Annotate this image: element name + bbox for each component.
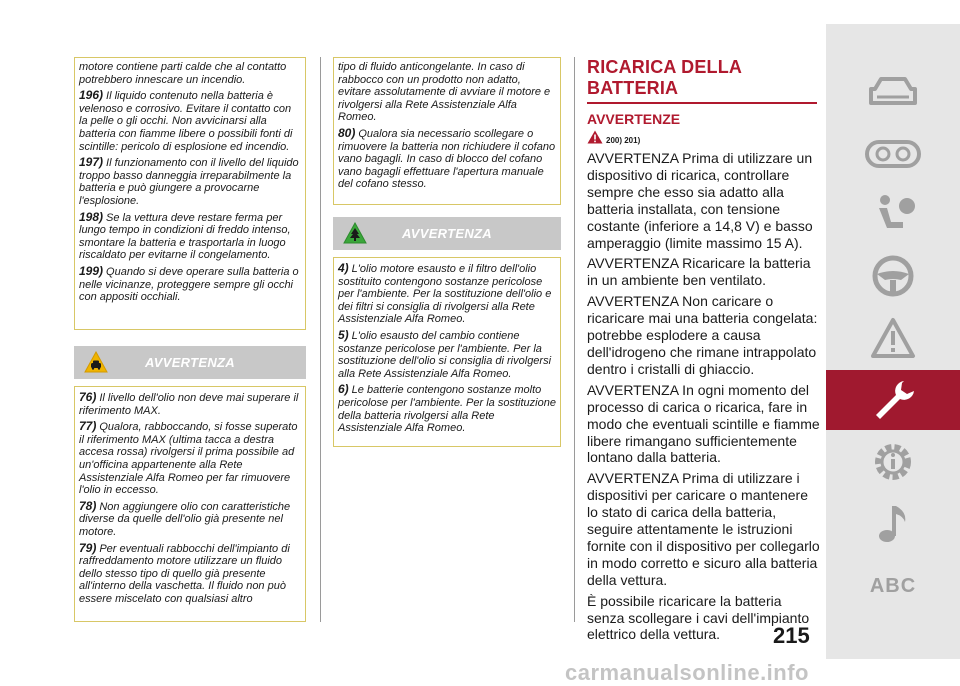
note-text: Il livello dell'olio non deve mai superare il riferimento MAX. — [79, 392, 299, 417]
note-text: Qualora sia necessario scollegare o rimuovere la batteria non richiudere il cofano vano bagagli. In caso di blocco del cofano vano bagagli effettuare l'apertura manuale del cofano stesso. — [338, 127, 556, 191]
note-number: 77) — [79, 419, 97, 434]
warning-triangle-icon — [587, 130, 603, 144]
warning-title: AVVERTENZA — [145, 355, 235, 370]
page-number: 215 — [773, 623, 810, 648]
warning-references — [587, 128, 821, 150]
gear-info-icon[interactable] — [826, 432, 960, 492]
col2-warning-header — [333, 217, 561, 250]
paragraph: AVVERTENZA In ogni momento del processo di carica o ricarica, fare in modo che eventuali scintille e fiamme libere rimangano sufficientemente lontano dalla batteria. — [587, 381, 820, 466]
paragraph: AVVERTENZA Ricaricare la batteria in un ambiente ben ventilato. — [587, 255, 811, 289]
note-number: 5) — [338, 327, 349, 342]
note-number: 196) — [79, 88, 104, 103]
reference-numbers: 200) 201) — [606, 136, 641, 145]
note-number: 76) — [79, 390, 97, 404]
col1-warning-header — [74, 346, 306, 379]
note-number: 197) — [79, 155, 104, 170]
col1-intro: motore contiene parti calde che al contatto potrebbero innescare un incendio. — [79, 61, 287, 86]
col2-intro: tipo di fluido anticongelante. In caso di rabbocco con un prodotto non adatto, evitare assolutamente di avviare il motore e rivolgersi alla Rete Assistenziale Alfa Romeo. — [338, 61, 551, 124]
section-subtitle: AVVERTENZE — [587, 111, 681, 127]
note-number: 4) — [338, 261, 349, 275]
col1-notes-box — [74, 57, 306, 330]
note-text: Il liquido contenuto nella batteria è velenoso e corrosivo. Evitare il contatto con la pelle o gli occhi. Non avvicinarsi alla batteria con fiamme libere o possibili fonti di scintille: pericolo di esplosione ed incendio. — [79, 90, 293, 153]
note-number: 78) — [79, 498, 97, 513]
note-text: Non aggiungere olio con caratteristiche diverse da quelle dell'olio già presente nel motore. — [79, 500, 291, 538]
note-text: L'olio motore esausto e il filtro dell'olio sostituito contengono sostanze pericolose per l'ambiente. Per la sostituzione dell'olio e dei filtri si consiglia di rivolgersi alla Rete Assistenziale Alfa Romeo. — [338, 263, 552, 326]
note-text: Quando si deve operare sulla batteria o nelle vicinanze, proteggere sempre gli occhi con appositi occhiali. — [79, 265, 299, 304]
note-text: L'olio esausto del cambio contiene sostanze pericolose per l'ambiente. Per la sostituzione dell'olio si consiglia di rivolgersi alla Rete Assistenziale Alfa Romeo. — [338, 329, 552, 380]
car-icon[interactable] — [826, 62, 960, 122]
note-text: Per eventuali rabbocchi dell'impianto di raffreddamento motore utilizzare un fluido dello stesso tipo di quello già presente all'interno della vaschetta. Il fluido non può essere miscelato con qualsiasi altro — [79, 542, 290, 605]
airbag-seat-icon[interactable] — [826, 184, 960, 244]
dashboard-gauge-icon[interactable] — [826, 124, 960, 184]
note-text: Il funzionamento con il livello del liquido troppo basso danneggia irreparabilmente la batteria e può giungere a provocarne l'esplosione. — [79, 157, 299, 207]
note-text: Qualora, rabboccando, si fosse superato il riferimento MAX (ultima tacca a destra accesa rossa) rivolgersi il prima possibile ad un'officina appartenente alla Rete Assistenziale Alfa Romeo per far rimuovere l'olio in eccesso. — [79, 421, 298, 497]
music-note-icon[interactable] — [826, 494, 960, 554]
col1-warning-box — [74, 386, 306, 622]
battery-charging-section — [587, 57, 821, 647]
paragraph: AVVERTENZA Non caricare o ricaricare mai una batteria congelata: potrebbe esplodere a causa dell'idrogeno che rimane intrappolato dentro i cristalli di ghiaccio. — [587, 293, 818, 377]
column-divider — [574, 57, 575, 622]
note-number: 79) — [79, 540, 97, 555]
column-divider — [320, 57, 321, 622]
note-number: 198) — [79, 209, 104, 224]
warning-title: AVVERTENZA — [402, 226, 492, 241]
section-title: RICARICA DELLA BATTERIA — [587, 57, 742, 98]
chapter-sidebar — [826, 24, 960, 659]
abc-label: ABC — [869, 574, 917, 597]
note-text: Se la vettura deve restare ferma per lungo tempo in condizioni di freddo intenso, smontare la batteria e trasportarla in luogo riscaldato per evitarne il congelamento. — [79, 211, 291, 262]
col2-warning-box — [333, 257, 561, 447]
footer-watermark: carmanualsonline.info — [565, 660, 809, 685]
abc-index-icon[interactable] — [826, 556, 960, 616]
col2-notes-box — [333, 57, 561, 205]
paragraph: È possibile ricaricare la batteria senza scollegare i cavi dell'impianto elettrico della vettura. — [587, 592, 810, 643]
paragraph: AVVERTENZA Prima di utilizzare i dispositivi per caricare o mantenere lo stato di carica della batteria, seguire attentamente le istruzioni fornite con il dispositivo per collegarlo in modo corretto e sicuro alla batteria della vettura. — [587, 470, 820, 588]
title-underline — [587, 102, 817, 104]
note-number: 80) — [338, 125, 356, 140]
note-number: 6) — [338, 382, 349, 397]
wrench-icon[interactable] — [826, 370, 960, 430]
note-number: 199) — [79, 263, 104, 278]
paragraph: AVVERTENZA Prima di utilizzare un dispositivo di ricarica, controllare sempre che esso sia adatto alla batteria installata, con tensione costante (inferiore a 14,8 V) e basso amperaggio (limite massimo 15 A). — [587, 150, 813, 251]
note-text: Le batterie contengono sostanze molto pericolose per l'ambiente. Per la sostituzione della batteria rivolgersi alla Rete Assistenziale Alfa Romeo. — [338, 384, 556, 435]
warning-triangle-icon[interactable] — [826, 308, 960, 368]
steering-wheel-icon[interactable] — [826, 246, 960, 306]
